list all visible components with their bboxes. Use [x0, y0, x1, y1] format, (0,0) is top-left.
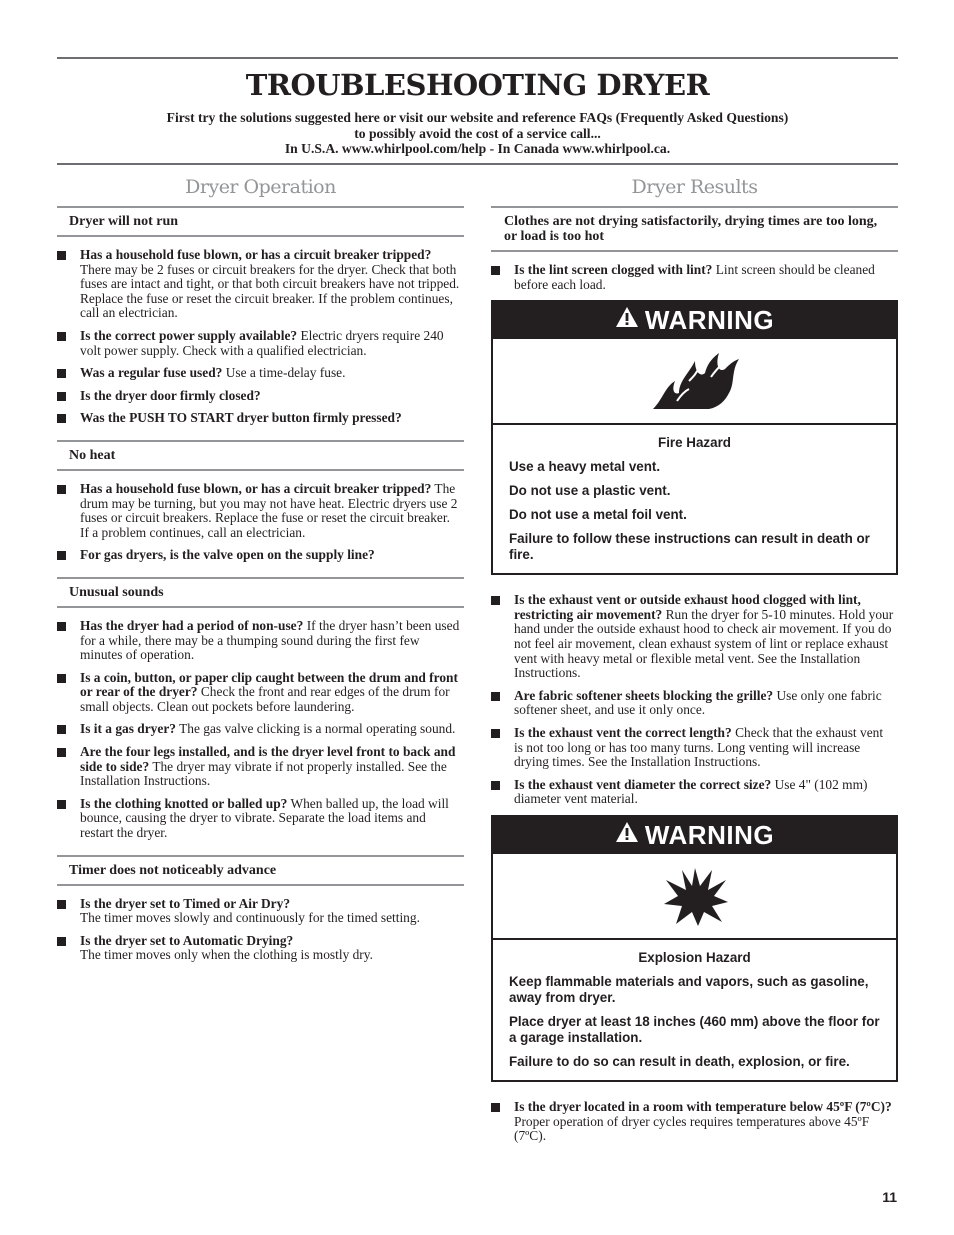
- warning-body: [493, 940, 896, 1080]
- list-item: [57, 329, 460, 358]
- explosion-warning-box: [491, 815, 898, 1082]
- warning-line: Failure to do so can result in death, explosion, or fire.: [509, 1053, 850, 1069]
- bullet-icon: [57, 937, 66, 946]
- question: Is it a gas dryer?: [80, 721, 176, 737]
- troubleshoot-list: [491, 252, 898, 292]
- question: Is the exhaust vent the correct length?: [514, 724, 732, 740]
- bullet-icon: [57, 485, 66, 494]
- list-item: [57, 548, 460, 563]
- intro-line: First try the solutions suggested here or visit our website and reference FAQs (Frequently Asked Questions): [166, 110, 789, 125]
- fire-warning-box: [491, 300, 898, 575]
- question: Is the dryer located in a room with temperature below 45ºF (7ºC)?: [514, 1098, 892, 1114]
- top-rule: [57, 57, 898, 59]
- question: Has a household fuse blown, or has a circuit breaker tripped?: [80, 247, 432, 262]
- list-item: [57, 411, 460, 426]
- answer: Lint screen should be cleaned before each load.: [514, 262, 875, 292]
- question: Was the PUSH TO START dryer button firmly pressed?: [80, 410, 402, 426]
- dryer-results-column: [491, 172, 898, 1152]
- warning-line: Use a heavy metal vent.: [509, 459, 661, 475]
- bullet-icon: [57, 392, 66, 401]
- intro-line: to possibly avoid the cost of a service call...: [354, 125, 601, 141]
- column-heading: Dryer Results: [631, 176, 758, 198]
- warning-line: Do not use a plastic vent.: [509, 483, 671, 499]
- question: Is the dryer set to Timed or Air Dry?: [80, 895, 291, 911]
- bullet-icon: [57, 251, 66, 260]
- bullet-icon: [491, 266, 500, 275]
- list-item: [491, 1100, 894, 1144]
- page-title: TROUBLESHOOTING DRYER: [245, 68, 710, 102]
- answer: Proper operation of dryer cycles requires temperatures above 45ºF (7ºC).: [514, 1113, 870, 1144]
- explosion-icon: [493, 854, 896, 940]
- warning-header: [493, 302, 896, 339]
- answer: Use a time-delay fuse.: [225, 365, 346, 381]
- question: Is the exhaust vent or outside exhaust hood clogged with lint, restricting air movement?: [514, 592, 861, 622]
- fire-icon: [493, 339, 896, 425]
- section-title: Dryer will not run: [57, 206, 464, 237]
- bullet-icon: [57, 674, 66, 683]
- question: Is the correct power supply available?: [80, 327, 298, 343]
- warning-line: Keep flammable materials and vapors, such as gasoline, away from dryer.: [509, 973, 869, 1005]
- answer: Use 4" (102 mm) diameter vent material.: [514, 776, 868, 807]
- troubleshoot-list: [57, 886, 464, 963]
- bullet-icon: [57, 622, 66, 631]
- bullet-icon: [57, 551, 66, 560]
- bullet-icon: [491, 1103, 500, 1112]
- answer: Run the dryer for 5-10 minutes. Hold your hand under the outside exhaust hood to check air movement. If you do not feel air movement, clean exhaust system of lint or replace exhaust vent with heavy metal or flexible metal vent. See the Installation Instructions.: [514, 606, 894, 681]
- intro-line: In U.S.A. www.whirlpool.com/help - In Canada www.whirlpool.ca.: [284, 141, 671, 156]
- list-item: [491, 778, 894, 807]
- column-heading: Dryer Operation: [185, 176, 336, 198]
- section-title: Clothes are not drying satisfactorily, drying times are too long, or load is too hot: [491, 206, 898, 252]
- answer: Check that the exhaust vent is not too long or has too many turns. Long venting will increase drying times. See the Installation Instructions.: [514, 724, 884, 770]
- answer: The dryer may vibrate if not properly installed. See the Installation Instructions.: [80, 758, 447, 789]
- answer: The drum may be turning, but you may not have heat. Electric dryers use 2 fuses or circuit breakers. Replace the fuse or reset the circuit breaker. If a problem continues, call an electrician.: [80, 480, 458, 540]
- list-item: [491, 726, 894, 770]
- warning-line: Place dryer at least 18 inches (460 mm) above the floor for a garage installation.: [509, 1013, 880, 1045]
- answer: The timer moves only when the clothing is mostly dry.: [80, 947, 373, 963]
- section-title: Timer does not noticeably advance: [57, 855, 464, 886]
- question: Is the exhaust vent diameter the correct size?: [514, 776, 772, 792]
- section-title: Unusual sounds: [57, 577, 464, 608]
- hazard-name: Fire Hazard: [658, 435, 731, 451]
- troubleshoot-list: [491, 575, 898, 807]
- list-item: [57, 934, 460, 963]
- answer: Electric dryers require 240 volt power supply. Check with a qualified electrician.: [80, 327, 444, 358]
- warning-body: [493, 425, 896, 573]
- question: Is the clothing knotted or balled up?: [80, 795, 288, 811]
- warning-line: Do not use a metal foil vent.: [509, 507, 687, 523]
- bullet-icon: [57, 369, 66, 378]
- question: Is the dryer set to Automatic Drying?: [80, 932, 294, 948]
- question: Is the lint screen clogged with lint?: [514, 262, 713, 277]
- answer: The gas valve clicking is a normal operating sound.: [179, 721, 456, 737]
- section-title: No heat: [57, 440, 464, 471]
- answer: If the dryer hasn’t been used for a while, there may be a thumping sound during the first few minutes of operation.: [80, 617, 460, 663]
- question: Was a regular fuse used?: [80, 365, 223, 381]
- bullet-icon: [57, 725, 66, 734]
- warning-label: WARNING: [644, 305, 775, 336]
- intro-text: [57, 110, 898, 157]
- list-item: [57, 671, 460, 715]
- answer: Use only one fabric softener sheet, and use it only once.: [514, 687, 882, 718]
- bullet-icon: [491, 781, 500, 790]
- troubleshoot-list: [491, 1082, 898, 1144]
- troubleshoot-list: [57, 471, 464, 563]
- list-item: [491, 263, 894, 292]
- bullet-icon: [57, 800, 66, 809]
- header-rule: [57, 163, 898, 165]
- list-item: [57, 722, 460, 737]
- troubleshoot-list: [57, 608, 464, 841]
- answer: Check the front and rear edges of the drum for small objects. Clean out pockets before laundering.: [80, 684, 450, 714]
- answer: The timer moves slowly and continuously for the timed setting.: [80, 910, 420, 926]
- question: Has the dryer had a period of non-use?: [80, 617, 304, 633]
- bullet-icon: [57, 414, 66, 423]
- list-item: [491, 593, 894, 681]
- bullet-icon: [491, 729, 500, 738]
- list-item: [57, 366, 460, 381]
- list-item: [57, 389, 460, 404]
- warning-label: WARNING: [644, 819, 775, 850]
- question: For gas dryers, is the valve open on the supply line?: [80, 547, 375, 563]
- warning-triangle-icon: [615, 301, 639, 338]
- list-item: [57, 248, 460, 321]
- dryer-operation-column: [57, 172, 464, 971]
- bullet-icon: [491, 596, 500, 605]
- hazard-name: Explosion Hazard: [638, 949, 751, 965]
- answer: When balled up, the load will bounce, causing the dryer to vibrate. Separate the load items and restart the dryer.: [80, 795, 449, 841]
- list-item: [57, 482, 460, 540]
- list-item: [57, 797, 460, 841]
- list-item: [491, 689, 894, 718]
- list-item: [57, 619, 460, 663]
- question: Are fabric softener sheets blocking the grille?: [514, 687, 774, 703]
- warning-triangle-icon: [615, 816, 639, 853]
- bullet-icon: [57, 900, 66, 909]
- bullet-icon: [491, 692, 500, 701]
- answer: There may be 2 fuses or circuit breakers for the dryer. Check that both fuses are intact and tight, or that both circuit breakers have not tripped. Replace the fuse or reset the circuit breaker. If the problem continues, call an electrician.: [80, 261, 460, 321]
- bullet-icon: [57, 332, 66, 341]
- warning-line: Failure to follow these instructions can result in death or fire.: [509, 531, 870, 563]
- question: Are the four legs installed, and is the dryer level front to back and side to side?: [80, 744, 456, 774]
- page-number: 11: [882, 1189, 897, 1205]
- warning-header: [493, 817, 896, 854]
- troubleshoot-list: [57, 237, 464, 426]
- bullet-icon: [57, 748, 66, 757]
- list-item: [57, 897, 460, 926]
- list-item: [57, 745, 460, 789]
- question: Has a household fuse blown, or has a circuit breaker tripped?: [80, 480, 432, 496]
- question: Is the dryer door firmly closed?: [80, 387, 261, 403]
- question: Is a coin, button, or paper clip caught between the drum and front or rear of the dryer?: [80, 669, 458, 700]
